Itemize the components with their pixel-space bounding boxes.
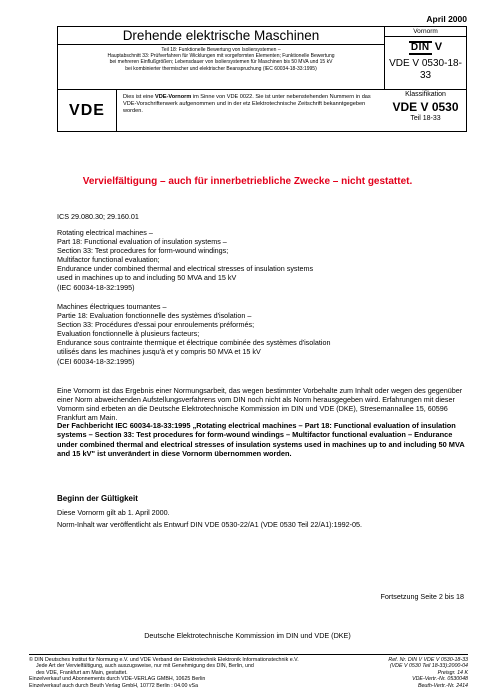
english-title-line: (IEC 60034-18-32:1995) (57, 282, 135, 292)
footer-ref-line: VDE-Vertr.-Nr. 0530048 (412, 676, 468, 683)
english-title-line: Rotating electrical machines – (57, 228, 153, 237)
footer-line: Jede Art der Vervielfältigung, auch auszugsweise, nur mit Genehmigung des DIN, Berlin, und (36, 663, 254, 670)
footer-ref-line: Beuth-Vertr.-Nr. 2414 (417, 682, 468, 689)
footer-divider (29, 654, 468, 655)
english-title-line: used in machines up to and including 50 MVA and 15 kV (57, 273, 237, 283)
title-box (57, 26, 385, 90)
continuation-note: Fortsetzung Seite 2 bis 18 (380, 592, 464, 601)
vde-logo-box (57, 90, 117, 132)
validity-date: Diese Vornorm gilt ab 1. April 2000. (57, 508, 170, 517)
classification-label: Klassifikation (405, 91, 446, 98)
footer-ref-line: Preisgr. 14 K (437, 669, 468, 676)
document-header (57, 26, 467, 132)
french-title-line: Section 33: Procédures d'essai pour enroulements préformés; (57, 320, 255, 330)
vornorm-paragraph: Eine Vornorm ist das Ergebnis einer Normungsarbeit, das wegen bestimmter Vorbehalte zum Inhalt oder wegen des gegenüber einer Norm abweichenden Aufstellungsverfahrens vom DIN noch nicht als Norm herausgegeben wird. Erfahrungen mit dieser Vornorm sind erbeten an die Deutsche Elektrotechnische Kommission im DIN und VDE (DKE), Stresemannallee 15, 60596 Frankfurt am Main. (57, 386, 463, 423)
commission-name: Deutsche Elektrotechnische Kommission im DIN und VDE (DKE) (144, 631, 351, 640)
document-title: Drehende elektrische Maschinen (58, 27, 384, 45)
french-title-line: Evaluation fonctionnelle à plusieurs facteurs; (57, 329, 200, 339)
info-text-post: im Sinne von VDE 0022. Sie ist unter nebenstehenden Nummern in das VDE-Vorschriftenwerk aufgenommen und in der etz Elektrotechnische Zeitschrift bekanntgegeben worden. (123, 94, 371, 114)
din-suffix: V (434, 41, 443, 53)
validity-heading: Beginn der Gültigkeit (57, 494, 138, 503)
subtitle-line: bei mehreren Einflußgrößen; Lebensdauer von Isoliersystemen für Maschinen bis 50 MVA und 15 kV (109, 59, 333, 66)
subtitle-line: Teil 18: Funktionelle Bewertung von Isoliersystemen – (161, 47, 281, 53)
footer-ref-line: (VDE V 0530 Teil 18-33):2000-04 (389, 663, 468, 670)
english-title (57, 228, 472, 292)
din-logo: DIN (410, 42, 430, 53)
footer-line: © DIN Deutsches Institut für Normung e.V. und VDE Verband der Elektrotechnik Elektronik Informationstechnik e.V. (29, 657, 299, 663)
footer-copyright (29, 657, 329, 689)
classification-number: VDE V 0530 (392, 100, 459, 114)
english-title-line: Multifactor functional evaluation; (57, 255, 160, 265)
subtitle-line: Hauptabschnitt 33: Prüfverfahren für Wicklungen mit vorgeformten Elementen; Funktionelle Bewertung (107, 53, 335, 60)
french-title-line: Endurance sous contrainte thermique et électrique combinée des systèmes d'isolation (57, 338, 331, 348)
norm-type-label: Vornorm (385, 27, 466, 37)
fachbericht-paragraph: Der Fachbericht IEC 60034-18-33:1995 „Rotating electrical machines – Part 18: Functional evaluation of insulation systems – Section 33: Test procedures for form-wound windings – Multifactor functional evaluation – Endurance under combined thermal and electrical stresses of insulation systems used in machines up to and including 50 MVA and 15 kV" ist unverändert in diese Vornorm übernommen worden. (57, 421, 465, 458)
french-title-line: (CEI 60034-18-32:1995) (57, 356, 135, 366)
french-title-line: Partie 18: Evaluation fonctionnelle des systèmes d'isolation – (57, 311, 252, 321)
norm-box (385, 26, 467, 90)
ics-code: ICS 29.080.30; 29.160.01 (57, 212, 139, 221)
english-title-line: Part 18: Functional evaluation of insulation systems – (57, 237, 227, 247)
info-text-bold: VDE-Vornorm (155, 94, 192, 100)
vde-logo: VDE (69, 101, 105, 119)
vde-number: VDE V 0530-18-33 (389, 58, 462, 81)
french-title (57, 302, 472, 366)
classification-part: Teil 18-33 (410, 115, 441, 122)
subtitle-line: bei kombinierter thermischer und elektrischer Beanspruchung (IEC 60034-18-33:1995) (125, 65, 317, 72)
english-title-line: Section 33: Test procedures for form-wound windings; (57, 246, 229, 256)
footer-ref-line: Ref. Nr. DIN V VDE V 0530-18-33 (388, 657, 468, 663)
info-text-pre: Dies ist eine (123, 94, 156, 100)
vde-info-text (117, 90, 385, 132)
french-title-line: Machines électriques tournantes – (57, 302, 167, 311)
footer-line: des VDE, Frankfurt am Main, gestattet. (36, 669, 128, 676)
validity-draft-note: Norm-Inhalt war veröffentlicht als Entwurf DIN VDE 0530-22/A1 (VDE 0530 Teil 22/A1):1992-05. (57, 520, 362, 529)
copy-warning: Vervielfältigung – auch für innerbetriebliche Zwecke – nicht gestattet. (82, 176, 413, 187)
footer-reference (328, 657, 468, 689)
classification-box (385, 90, 467, 132)
document-subtitle (58, 45, 384, 72)
publication-date: April 2000 (426, 14, 467, 24)
footer-line: Einzelverkauf auch durch Beuth Verlag GmbH, 10772 Berlin : 04.00 vSa (29, 682, 199, 689)
din-designation (385, 41, 466, 55)
english-title-line: Endurance under combined thermal and electrical stresses of insulation systems (57, 264, 314, 274)
footer-line: Einzelverkauf und Abonnements durch VDE-VERLAG GMBH, 10625 Berlin (29, 676, 206, 683)
french-title-line: utilisés dans les machines jusqu'à et y compris 50 MVA et 15 kV (57, 347, 261, 357)
